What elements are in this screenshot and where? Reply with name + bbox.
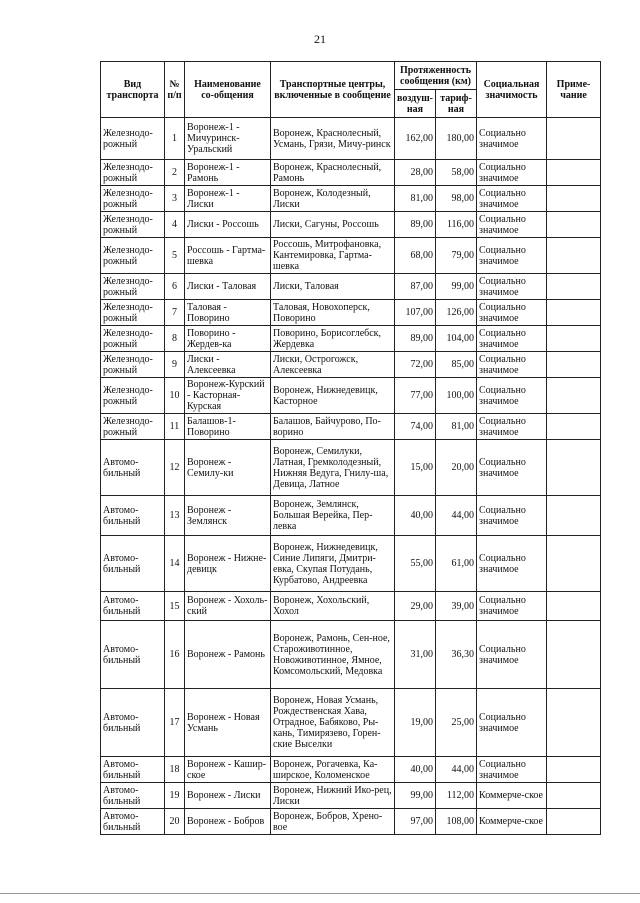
social-significance-cell: Социально значимое bbox=[477, 186, 547, 212]
social-significance-cell: Социально значимое bbox=[477, 621, 547, 689]
row-number-cell: 6 bbox=[165, 274, 185, 300]
table-row bbox=[101, 592, 601, 621]
air-distance-cell: 81,00 bbox=[395, 186, 436, 212]
bottom-rule bbox=[0, 893, 640, 894]
tariff-distance-cell: 44,00 bbox=[436, 757, 477, 783]
tariff-distance-cell: 126,00 bbox=[436, 300, 477, 326]
row-number-cell: 3 bbox=[165, 186, 185, 212]
transport-centers-cell: Воронеж, Семилуки, Латная, Гремколодезный, Нижняя Ведуга, Гнилу-ша, Девица, Латное bbox=[271, 440, 395, 496]
row-number-cell: 7 bbox=[165, 300, 185, 326]
social-significance-cell: Социально значимое bbox=[477, 592, 547, 621]
table-row bbox=[101, 274, 601, 300]
transport-type-cell: Железнодо-рожный bbox=[101, 160, 165, 186]
transport-type-cell: Железнодо-рожный bbox=[101, 300, 165, 326]
row-number-cell: 8 bbox=[165, 326, 185, 352]
transport-centers-cell: Воронеж, Рамонь, Сен-ное, Староживотинное, Новоживотинное, Ямное, Комсомольский, Медовка bbox=[271, 621, 395, 689]
route-name-cell: Лиски - Таловая bbox=[185, 274, 271, 300]
route-name-cell: Воронеж-1 - Рамонь bbox=[185, 160, 271, 186]
transport-centers-cell: Воронеж, Бобров, Хрено-вое bbox=[271, 809, 395, 835]
row-number-cell: 14 bbox=[165, 536, 185, 592]
tariff-distance-cell: 39,00 bbox=[436, 592, 477, 621]
table-row bbox=[101, 186, 601, 212]
tariff-distance-cell: 61,00 bbox=[436, 536, 477, 592]
transport-centers-cell: Воронеж, Нижний Ико-рец, Лиски bbox=[271, 783, 395, 809]
tariff-distance-cell: 108,00 bbox=[436, 809, 477, 835]
tariff-distance-cell: 104,00 bbox=[436, 326, 477, 352]
row-number-cell: 20 bbox=[165, 809, 185, 835]
transport-centers-cell: Воронеж, Нижнедевицк, Касторное bbox=[271, 378, 395, 414]
social-significance-cell: Социально значимое bbox=[477, 414, 547, 440]
air-distance-cell: 99,00 bbox=[395, 783, 436, 809]
note-cell bbox=[547, 238, 601, 274]
row-number-cell: 17 bbox=[165, 689, 185, 757]
note-cell bbox=[547, 212, 601, 238]
transport-type-cell: Железнодо-рожный bbox=[101, 212, 165, 238]
table-row bbox=[101, 757, 601, 783]
note-cell bbox=[547, 186, 601, 212]
air-distance-cell: 40,00 bbox=[395, 496, 436, 536]
row-number-cell: 16 bbox=[165, 621, 185, 689]
row-number-cell: 12 bbox=[165, 440, 185, 496]
row-number-cell: 10 bbox=[165, 378, 185, 414]
transport-centers-cell: Поворино, Борисоглебск, Жердевка bbox=[271, 326, 395, 352]
transport-centers-cell: Воронеж, Землянск, Большая Верейка, Пер-левка bbox=[271, 496, 395, 536]
row-number-cell: 1 bbox=[165, 118, 185, 160]
note-cell bbox=[547, 592, 601, 621]
table-row bbox=[101, 326, 601, 352]
transport-centers-cell: Воронеж, Хохольский, Хохол bbox=[271, 592, 395, 621]
route-name-cell: Воронеж - Семилу-ки bbox=[185, 440, 271, 496]
social-significance-cell: Социально значимое bbox=[477, 757, 547, 783]
tariff-distance-cell: 20,00 bbox=[436, 440, 477, 496]
social-significance-cell: Коммерче-ское bbox=[477, 809, 547, 835]
social-significance-cell: Социально значимое bbox=[477, 160, 547, 186]
transport-type-cell: Железнодо-рожный bbox=[101, 274, 165, 300]
transport-centers-cell: Воронеж, Нижнедевицк, Синие Липяги, Дмитри-евка, Скупая Потудань, Курбатово, Андреевка bbox=[271, 536, 395, 592]
air-distance-cell: 28,00 bbox=[395, 160, 436, 186]
transport-centers-cell: Воронеж, Краснолесный, Рамонь bbox=[271, 160, 395, 186]
tariff-distance-cell: 98,00 bbox=[436, 186, 477, 212]
table-row bbox=[101, 238, 601, 274]
route-name-cell: Воронеж - Рамонь bbox=[185, 621, 271, 689]
note-cell bbox=[547, 496, 601, 536]
air-distance-cell: 107,00 bbox=[395, 300, 436, 326]
social-significance-cell: Социально значимое bbox=[477, 118, 547, 160]
air-distance-cell: 68,00 bbox=[395, 238, 436, 274]
social-significance-cell: Социально значимое bbox=[477, 536, 547, 592]
table-row bbox=[101, 783, 601, 809]
transport-type-cell: Железнодо-рожный bbox=[101, 326, 165, 352]
header-transport-centers: Транспортные центры, включенные в сообщение bbox=[271, 62, 395, 118]
row-number-cell: 19 bbox=[165, 783, 185, 809]
social-significance-cell: Социально значимое bbox=[477, 689, 547, 757]
row-number-cell: 18 bbox=[165, 757, 185, 783]
route-name-cell: Лиски - Россошь bbox=[185, 212, 271, 238]
header-note: Приме-чание bbox=[547, 62, 601, 118]
row-number-cell: 4 bbox=[165, 212, 185, 238]
routes-table bbox=[100, 61, 601, 835]
route-name-cell: Поворино - Жердев-ка bbox=[185, 326, 271, 352]
air-distance-cell: 162,00 bbox=[395, 118, 436, 160]
air-distance-cell: 77,00 bbox=[395, 378, 436, 414]
note-cell bbox=[547, 160, 601, 186]
transport-type-cell: Автомо-бильный bbox=[101, 783, 165, 809]
route-name-cell: Воронеж - Кашир-ское bbox=[185, 757, 271, 783]
transport-centers-cell: Россошь, Митрофановка, Кантемировка, Гартма-шевка bbox=[271, 238, 395, 274]
header-air-distance: воздуш-ная bbox=[395, 90, 436, 118]
transport-type-cell: Железнодо-рожный bbox=[101, 414, 165, 440]
header-tariff-distance: тариф-ная bbox=[436, 90, 477, 118]
air-distance-cell: 19,00 bbox=[395, 689, 436, 757]
transport-type-cell: Автомо-бильный bbox=[101, 536, 165, 592]
note-cell bbox=[547, 621, 601, 689]
route-name-cell: Лиски - Алексеевка bbox=[185, 352, 271, 378]
air-distance-cell: 55,00 bbox=[395, 536, 436, 592]
social-significance-cell: Социально значимое bbox=[477, 496, 547, 536]
table-row bbox=[101, 378, 601, 414]
transport-centers-cell: Лиски, Острогожск, Алексеевка bbox=[271, 352, 395, 378]
route-name-cell: Воронеж - Лиски bbox=[185, 783, 271, 809]
route-name-cell: Балашов-1- Поворино bbox=[185, 414, 271, 440]
transport-type-cell: Железнодо-рожный bbox=[101, 238, 165, 274]
tariff-distance-cell: 81,00 bbox=[436, 414, 477, 440]
table-row bbox=[101, 621, 601, 689]
note-cell bbox=[547, 536, 601, 592]
table-row bbox=[101, 440, 601, 496]
route-name-cell: Россошь - Гартма-шевка bbox=[185, 238, 271, 274]
row-number-cell: 2 bbox=[165, 160, 185, 186]
note-cell bbox=[547, 689, 601, 757]
page-number: 21 bbox=[314, 32, 326, 46]
social-significance-cell: Социально значимое bbox=[477, 238, 547, 274]
table-row bbox=[101, 300, 601, 326]
note-cell bbox=[547, 783, 601, 809]
air-distance-cell: 15,00 bbox=[395, 440, 436, 496]
transport-centers-cell: Лиски, Таловая bbox=[271, 274, 395, 300]
note-cell bbox=[547, 378, 601, 414]
route-name-cell: Воронеж-Курский - Касторная-Курская bbox=[185, 378, 271, 414]
row-number-cell: 11 bbox=[165, 414, 185, 440]
air-distance-cell: 72,00 bbox=[395, 352, 436, 378]
header-number: № п/п bbox=[165, 62, 185, 118]
table-row bbox=[101, 352, 601, 378]
transport-type-cell: Автомо-бильный bbox=[101, 757, 165, 783]
table-row bbox=[101, 414, 601, 440]
route-name-cell: Воронеж-1 - Мичуринск-Уральский bbox=[185, 118, 271, 160]
table-row bbox=[101, 212, 601, 238]
note-cell bbox=[547, 414, 601, 440]
table-row bbox=[101, 496, 601, 536]
note-cell bbox=[547, 757, 601, 783]
air-distance-cell: 97,00 bbox=[395, 809, 436, 835]
tariff-distance-cell: 99,00 bbox=[436, 274, 477, 300]
transport-type-cell: Железнодо-рожный bbox=[101, 118, 165, 160]
air-distance-cell: 89,00 bbox=[395, 326, 436, 352]
table-body bbox=[101, 118, 601, 835]
tariff-distance-cell: 36,30 bbox=[436, 621, 477, 689]
social-significance-cell: Коммерче-ское bbox=[477, 783, 547, 809]
route-name-cell: Воронеж - Хохоль-ский bbox=[185, 592, 271, 621]
route-name-cell: Воронеж - Новая Усмань bbox=[185, 689, 271, 757]
transport-centers-cell: Таловая, Новохоперск, Поворино bbox=[271, 300, 395, 326]
social-significance-cell: Социально значимое bbox=[477, 300, 547, 326]
note-cell bbox=[547, 274, 601, 300]
transport-type-cell: Автомо-бильный bbox=[101, 689, 165, 757]
note-cell bbox=[547, 440, 601, 496]
social-significance-cell: Социально значимое bbox=[477, 378, 547, 414]
transport-type-cell: Железнодо-рожный bbox=[101, 378, 165, 414]
row-number-cell: 13 bbox=[165, 496, 185, 536]
tariff-distance-cell: 180,00 bbox=[436, 118, 477, 160]
route-name-cell: Воронеж - Нижне-девицк bbox=[185, 536, 271, 592]
table-row bbox=[101, 689, 601, 757]
header-route-name: Наименование со-общения bbox=[185, 62, 271, 118]
transport-centers-cell: Воронеж, Новая Усмань, Рождественская Хава, Отрадное, Бабяково, Ры-кань, Тимирязево, Горен-ские Выселки bbox=[271, 689, 395, 757]
table-row bbox=[101, 809, 601, 835]
row-number-cell: 5 bbox=[165, 238, 185, 274]
header-length: Протяженность сообщения (км) bbox=[395, 62, 477, 90]
route-name-cell: Воронеж-1 - Лиски bbox=[185, 186, 271, 212]
air-distance-cell: 29,00 bbox=[395, 592, 436, 621]
transport-type-cell: Автомо-бильный bbox=[101, 592, 165, 621]
tariff-distance-cell: 112,00 bbox=[436, 783, 477, 809]
tariff-distance-cell: 85,00 bbox=[436, 352, 477, 378]
air-distance-cell: 87,00 bbox=[395, 274, 436, 300]
note-cell bbox=[547, 118, 601, 160]
note-cell bbox=[547, 809, 601, 835]
tariff-distance-cell: 79,00 bbox=[436, 238, 477, 274]
transport-type-cell: Автомо-бильный bbox=[101, 496, 165, 536]
row-number-cell: 9 bbox=[165, 352, 185, 378]
social-significance-cell: Социально значимое bbox=[477, 274, 547, 300]
transport-type-cell: Автомо-бильный bbox=[101, 809, 165, 835]
tariff-distance-cell: 116,00 bbox=[436, 212, 477, 238]
tariff-distance-cell: 58,00 bbox=[436, 160, 477, 186]
air-distance-cell: 40,00 bbox=[395, 757, 436, 783]
note-cell bbox=[547, 300, 601, 326]
header-transport-type: Вид транспорта bbox=[101, 62, 165, 118]
transport-centers-cell: Балашов, Байчурово, По-ворино bbox=[271, 414, 395, 440]
social-significance-cell: Социально значимое bbox=[477, 440, 547, 496]
social-significance-cell: Социально значимое bbox=[477, 352, 547, 378]
note-cell bbox=[547, 326, 601, 352]
note-cell bbox=[547, 352, 601, 378]
route-name-cell: Воронеж - Землянск bbox=[185, 496, 271, 536]
transport-type-cell: Автомо-бильный bbox=[101, 440, 165, 496]
route-name-cell: Воронеж - Бобров bbox=[185, 809, 271, 835]
transport-type-cell: Автомо-бильный bbox=[101, 621, 165, 689]
row-number-cell: 15 bbox=[165, 592, 185, 621]
tariff-distance-cell: 44,00 bbox=[436, 496, 477, 536]
table-row bbox=[101, 160, 601, 186]
transport-centers-cell: Воронеж, Краснолесный, Усмань, Грязи, Мичу-ринск bbox=[271, 118, 395, 160]
social-significance-cell: Социально значимое bbox=[477, 212, 547, 238]
transport-type-cell: Железнодо-рожный bbox=[101, 186, 165, 212]
header-social-significance: Социальная значимость bbox=[477, 62, 547, 118]
social-significance-cell: Социально значимое bbox=[477, 326, 547, 352]
table-row bbox=[101, 536, 601, 592]
transport-centers-cell: Воронеж, Рогачевка, Ка-ширское, Коломенское bbox=[271, 757, 395, 783]
transport-centers-cell: Лиски, Сагуны, Россошь bbox=[271, 212, 395, 238]
air-distance-cell: 31,00 bbox=[395, 621, 436, 689]
transport-centers-cell: Воронеж, Колодезный, Лиски bbox=[271, 186, 395, 212]
route-name-cell: Таловая - Поворино bbox=[185, 300, 271, 326]
table-row bbox=[101, 118, 601, 160]
air-distance-cell: 89,00 bbox=[395, 212, 436, 238]
transport-type-cell: Железнодо-рожный bbox=[101, 352, 165, 378]
tariff-distance-cell: 25,00 bbox=[436, 689, 477, 757]
tariff-distance-cell: 100,00 bbox=[436, 378, 477, 414]
air-distance-cell: 74,00 bbox=[395, 414, 436, 440]
